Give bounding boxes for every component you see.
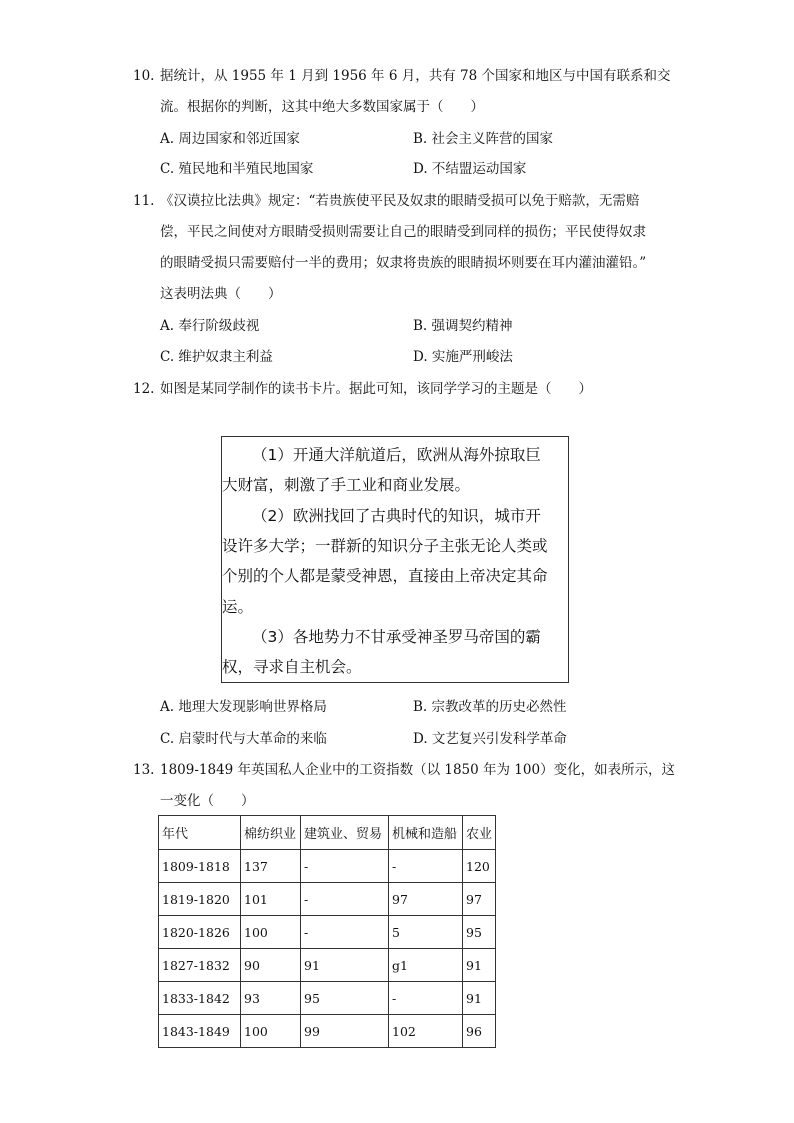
table-cell: -	[389, 850, 463, 883]
table-cell: 1833-1842	[159, 982, 241, 1015]
option-a: A. 地理大发现影响世界格局	[160, 699, 327, 715]
table-cell: -	[301, 916, 389, 949]
table-cell: 100	[241, 1015, 301, 1048]
header-cell: 建筑业、贸易	[301, 816, 389, 850]
table-cell: 5	[389, 916, 463, 949]
header-cell: 机械和造船	[389, 816, 463, 850]
table-cell: 101	[241, 883, 301, 916]
question-text: 据统计，从 1955 年 1 月到 1956 年 6 月，共有 78 个国家和地区与中国有联系和交	[160, 68, 671, 84]
option-d: D. 不结盟运动国家	[413, 161, 527, 177]
question-text: 一变化（ ）	[160, 793, 255, 809]
card-line: 个别的个人都是蒙受神恩，直接由上帝决定其命	[222, 567, 548, 585]
question-text: 这表明法典（ ）	[160, 286, 282, 302]
table-cell: 120	[463, 850, 496, 883]
card-line: （3）各地势力不甘承受神圣罗马帝国的霸	[252, 628, 541, 646]
table-cell: 95	[301, 982, 389, 1015]
table-cell: 1827-1832	[159, 949, 241, 982]
table-cell: -	[301, 883, 389, 916]
table-cell: 100	[241, 916, 301, 949]
question-text: 流。根据你的判断，这其中绝大多数国家属于（ ）	[160, 99, 484, 115]
table-cell: 1819-1820	[159, 883, 241, 916]
table-row	[159, 883, 496, 916]
question-text: 1809-1849 年英国私人企业中的工资指数（以 1850 年为 100）变化，如表所示，这	[160, 762, 676, 778]
table-cell: 91	[463, 949, 496, 982]
option-b: B. 社会主义阵营的国家	[413, 131, 554, 147]
option-c: C. 维护奴隶主利益	[160, 349, 273, 365]
question-number: 12.	[133, 381, 155, 397]
table-cell: 99	[301, 1015, 389, 1048]
question-text: 如图是某同学制作的读书卡片。据此可知，该同学学习的主题是（ ）	[160, 381, 592, 397]
option-a: A. 周边国家和邻近国家	[160, 131, 300, 147]
table-header-row	[159, 816, 496, 850]
table-cell: 96	[463, 1015, 496, 1048]
table-cell: 90	[241, 949, 301, 982]
table-cell: -	[389, 982, 463, 1015]
card-line: 大财富，刺激了手工业和商业发展。	[222, 476, 471, 494]
question-text: 的眼睛受损只需要赔付一半的费用；奴隶将贵族的眼睛损坏则要在耳内灌油灌铅。”	[160, 255, 647, 271]
question-text: 偿，平民之间使对方眼睛受损则需要让自己的眼睛受到同样的损伤；平民使得奴隶	[160, 224, 646, 240]
card-line: 设许多大学；一群新的知识分子主张无论人类或	[222, 537, 548, 555]
table-cell: 97	[463, 883, 496, 916]
header-cell: 年代	[159, 816, 241, 850]
question-number: 11.	[133, 193, 155, 209]
card-line: （2）欧洲找回了古典时代的知识，城市开	[252, 507, 541, 525]
question-number: 13.	[133, 762, 155, 778]
table-cell: 93	[241, 982, 301, 1015]
card-line: 权，寻求自主机会。	[222, 658, 362, 676]
option-c: C. 殖民地和半殖民地国家	[160, 161, 314, 177]
option-b: B. 强调契约精神	[413, 318, 513, 334]
table-cell: 91	[463, 982, 496, 1015]
reading-card	[221, 436, 569, 683]
option-b: B. 宗教改革的历史必然性	[413, 699, 567, 715]
header-cell: 农业	[463, 816, 496, 850]
card-line: （1）开通大洋航道后，欧洲从海外掠取巨	[252, 446, 541, 464]
table-cell: -	[301, 850, 389, 883]
option-d: D. 实施严刑峻法	[413, 349, 513, 365]
table-cell: 97	[389, 883, 463, 916]
table-cell: 102	[389, 1015, 463, 1048]
table-cell: 1820-1826	[159, 916, 241, 949]
option-d: D. 文艺复兴引发科学革命	[413, 731, 567, 747]
table-row	[159, 982, 496, 1015]
table-cell: 1809-1818	[159, 850, 241, 883]
card-line: 运。	[222, 598, 254, 616]
question-number: 10.	[133, 68, 155, 84]
option-c: C. 启蒙时代与大革命的来临	[160, 731, 327, 747]
table-cell: g1	[389, 949, 463, 982]
wage-index-table	[158, 815, 496, 1048]
table-cell: 91	[301, 949, 389, 982]
option-a: A. 奉行阶级歧视	[160, 318, 260, 334]
table-cell: 137	[241, 850, 301, 883]
question-text: 《汉谟拉比法典》规定：“若贵族使平民及奴隶的眼睛受损可以免于赔款，无需赔	[160, 193, 640, 209]
table-row	[159, 916, 496, 949]
table-cell: 1843-1849	[159, 1015, 241, 1048]
table-cell: 95	[463, 916, 496, 949]
table-row	[159, 1015, 496, 1048]
table-row	[159, 850, 496, 883]
header-cell: 棉纺织业	[241, 816, 301, 850]
table-row	[159, 949, 496, 982]
